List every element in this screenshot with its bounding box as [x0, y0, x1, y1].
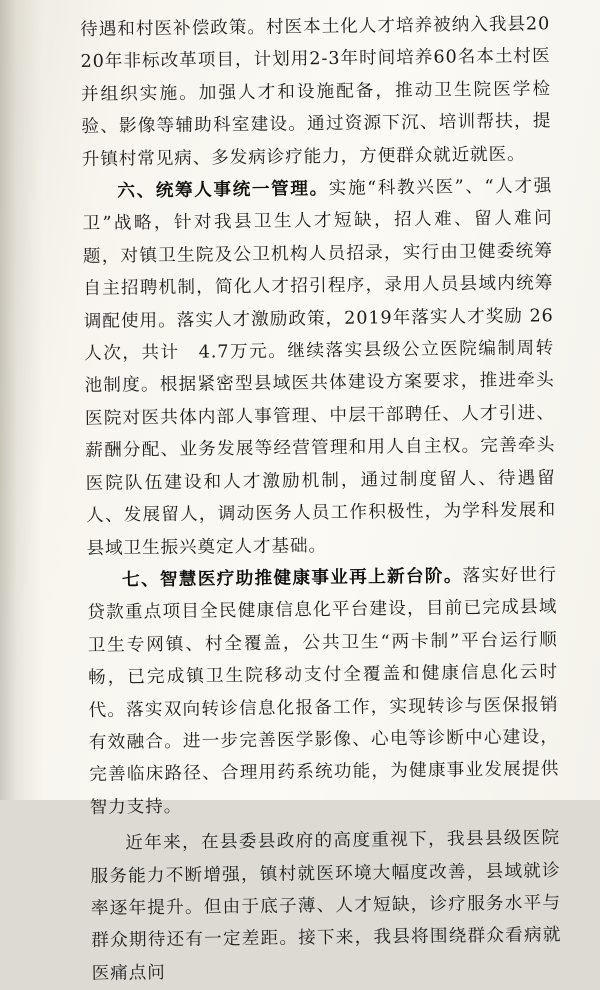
section-7 — [87, 559, 560, 824]
section-6 — [82, 170, 557, 565]
document-body — [80, 8, 562, 990]
section-6-heading: 六、统筹人事统一管理。 — [117, 179, 329, 202]
section-7-heading: 七、智慧医疗助推健康事业再上新台阶。 — [121, 566, 463, 591]
binding-shadow — [0, 0, 42, 800]
closing-paragraph: 近年来，在县委县政府的高度重视下，我县县级医院服务能力不断增强，镇村就医环境大幅度改善，县域就诊率逐年提升。但由于底子薄、人才短缺，诊疗服务水平与群众期待还有一定差距。接下来，我县将围绕群众看病就医痛点问 — [90, 828, 562, 984]
section-6-body: 实施“科教兴医”、“人才强卫”战略，针对我县卫生人才短缺，招人难、留人难问题，对镇卫生院及公卫机构人员招录，实行由卫健委统筹自主招聘机制，简化人才招引程序，录用人员县域内统筹调配使用。落实人才激励政策，2019年落实人才奖励 26人次，共计 4.7万元。继续落实县级公立医院编制周转池制度。根据紧密型县域医共体建设方案要求，推进牵头医院对医共体内部人事管理、中层干部聘任、人才引进、薪酬分配、业务发展等经营管理和用人自主权。完善牵头医院队伍建设和人才激励机制，通过制度留人、待遇留人、发展留人，调动医务人员工作积极性，为学科发展和县域卫生振兴奠定人才基础。 — [82, 176, 557, 559]
section-7-body: 落实好世行贷款重点项目全民健康信息化平台建设，目前已完成县域卫生专网镇、村全覆盖，公共卫生“两卡制”平台运行顺畅，已完成镇卫生院移动支付全覆盖和健康信息化云时代。落实双向转诊信息化报备工作，实现转诊与医保报销有效融合。进一步完善医学影像、心电等诊断中心建设，完善临床路径、合理用药系统功能，为健康事业发展提供智力支持。 — [87, 565, 560, 818]
paragraph-1: 待遇和村医补偿政策。村医本土化人才培养被纳入我县2020年非标改革项目，计划用2-3年时间培养60名本土村医并组织实施。加强人才和设施配备，推动卫生院医学检验、影像等辅助科室建设。通过资源下沉、培训帮扶，提升镇村常见病、多发病诊疗能力，方便群众就近就医。 — [80, 14, 552, 170]
